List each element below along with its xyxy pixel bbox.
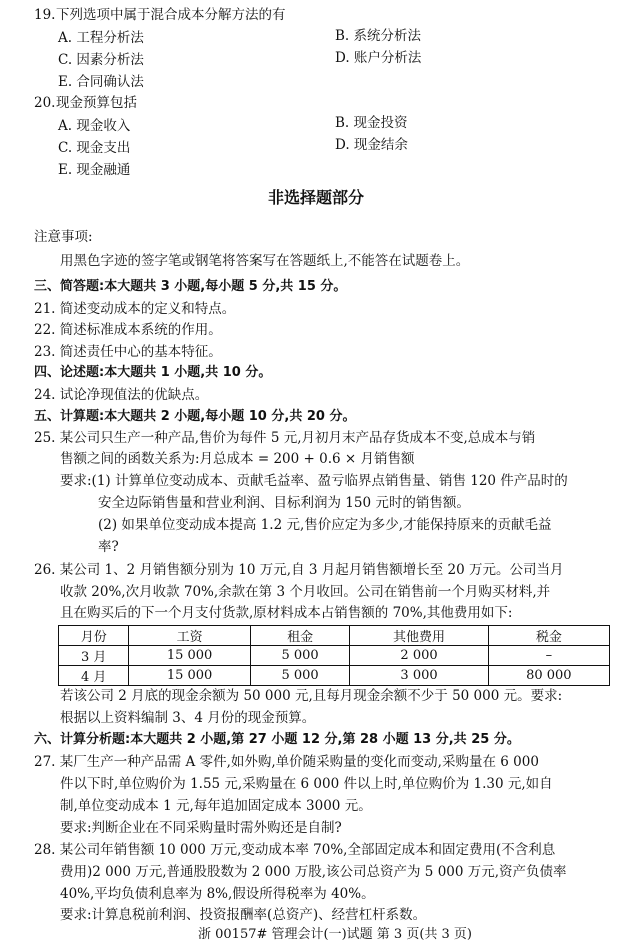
- q25-line-4: 安全边际销售量和营业利润、目标利润为 150 元时的销售额。: [98, 495, 470, 511]
- q22: 22. 简述标准成本系统的作用。: [34, 322, 222, 338]
- q28-line-3: 40%,平均负债利息率为 8%,假设所得税率为 40%。: [60, 886, 375, 902]
- notice-label: 注意事项:: [34, 229, 93, 245]
- table-row: [59, 666, 610, 686]
- q27-line-2: 件以下时,单位购价为 1.55 元,采购量在 6 000 件以上时,单位购价为 1.30 元,如自: [60, 776, 553, 792]
- part-title: 非选择题部分: [268, 188, 365, 207]
- q25-line-2: 售额之间的函数关系为:月总成本 = 200 + 0.6 × 月销售额: [60, 451, 415, 467]
- q28-line-1: 28. 某公司年销售额 10 000 万元,变动成本率 70%,全部固定成本和固定费用(不含利息: [34, 842, 556, 858]
- q25-line-6: 率?: [98, 539, 119, 555]
- table-cell: 80 000: [488, 666, 609, 686]
- table-header-cell: 月份: [59, 626, 129, 646]
- q24: 24. 试论净现值法的优缺点。: [34, 387, 209, 403]
- q26-line-5: 根据以上资料编制 3、4 月份的现金预算。: [60, 710, 316, 726]
- q25-line-1: 25. 某公司只生产一种产品,售价为每件 5 元,月初月末产品存货成本不变,总成本与销: [34, 430, 536, 446]
- q20-option-d: D. 现金结余: [335, 137, 408, 153]
- q21: 21. 简述变动成本的定义和特点。: [34, 301, 236, 317]
- q26-line-1: 26. 某公司 1、2 月销售额分别为 10 万元,自 3 月起月销售额增长至 20 万元。公司当月: [34, 562, 564, 578]
- q19-option-d: D. 账户分析法: [335, 50, 422, 66]
- q23: 23. 简述责任中心的基本特征。: [34, 344, 222, 360]
- q20-option-a: A. 现金收入: [58, 118, 131, 134]
- table-cell: 5 000: [250, 666, 350, 686]
- section-6-title: 六、计算分析题:本大题共 2 小题,第 27 小题 12 分,第 28 小题 13 分,共 25 分。: [34, 732, 520, 747]
- q20-stem: 现金预算包括: [56, 95, 137, 111]
- q25-line-5: (2) 如果单位变动成本提高 1.2 元,售价应定为多少,才能保持原来的贡献毛益: [98, 517, 552, 533]
- table-header-cell: 工资: [129, 626, 250, 646]
- table-header-cell: 其他费用: [350, 626, 488, 646]
- q27-line-1: 27. 某厂生产一种产品需 A 零件,如外购,单价随采购量的变化而变动,采购量在 6 000: [34, 754, 539, 770]
- q19-number: 19.: [34, 7, 56, 23]
- section-4-title: 四、论述题:本大题共 1 小题,共 10 分。: [34, 365, 272, 380]
- notice-text: 用黑色字迹的签字笔或钢笔将答案写在答题纸上,不能答在试题卷上。: [60, 253, 470, 269]
- q20-option-c: C. 现金支出: [58, 140, 131, 156]
- table-cell: 15 000: [129, 666, 250, 686]
- q26-line-3: 且在购买后的下一个月支付货款,原材料成本占销售额的 70%,其他费用如下:: [60, 605, 513, 621]
- expense-table: [58, 625, 610, 686]
- table-cell: 3 000: [350, 666, 488, 686]
- q19-stem: 下列选项中属于混合成本分解方法的有: [56, 7, 286, 23]
- q20-option-e: E. 现金融通: [58, 162, 131, 178]
- section-3-title: 三、简答题:本大题共 3 小题,每小题 5 分,共 15 分。: [34, 279, 347, 294]
- q27-line-3: 制,单位变动成本 1 元,每年追加固定成本 3000 元。: [60, 798, 372, 814]
- table-cell: 4 月: [59, 666, 129, 686]
- q27-line-4: 要求:判断企业在不同采购量时需外购还是自制?: [60, 820, 342, 836]
- q19-option-c: C. 因素分析法: [58, 52, 144, 68]
- q26-line-2: 收款 20%,次月收款 70%,余款在第 3 个月收回。公司在销售前一个月购买材料,并: [60, 584, 551, 600]
- q19-option-a: A. 工程分析法: [58, 30, 144, 46]
- table-cell: 3 月: [59, 646, 129, 666]
- section-5-title: 五、计算题:本大题共 2 小题,每小题 10 分,共 20 分。: [34, 409, 356, 424]
- table-cell: –: [488, 646, 609, 666]
- q20-option-b: B. 现金投资: [335, 115, 408, 131]
- table-header-cell: 税金: [488, 626, 609, 646]
- table-cell: 5 000: [250, 646, 350, 666]
- q28-line-2: 费用)2 000 万元,普通股股数为 2 000 万股,该公司总资产为 5 000 万元,资产负债率: [60, 864, 567, 880]
- q20-number: 20.: [34, 95, 56, 111]
- q25-line-3: 要求:(1) 计算单位变动成本、贡献毛益率、盈亏临界点销售量、销售 120 件产品时的: [60, 473, 568, 489]
- table-cell: 15 000: [129, 646, 250, 666]
- q26-line-4: 若该公司 2 月底的现金余额为 50 000 元,且每月现金余额不少于 50 000 元。要求:: [60, 688, 563, 704]
- table-row: [59, 646, 610, 666]
- q19-option-e: E. 合同确认法: [58, 74, 144, 90]
- table-cell: 2 000: [350, 646, 488, 666]
- q19-option-b: B. 系统分析法: [335, 28, 422, 44]
- table-header-row: [59, 626, 610, 646]
- page-footer: 浙 00157# 管理会计(一)试题 第 3 页(共 3 页): [198, 927, 473, 942]
- table-header-cell: 租金: [250, 626, 350, 646]
- q28-line-4: 要求:计算息税前利润、投资报酬率(总资产)、经营杠杆系数。: [60, 907, 427, 923]
